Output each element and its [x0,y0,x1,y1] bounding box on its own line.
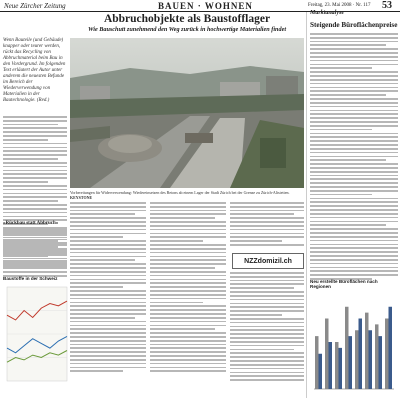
section-title: BAUEN · WOHNEN [158,1,253,11]
left-chart-svg [3,281,71,391]
right-chart-title: Neu erstellte Büroflächen nach Regionen [310,279,378,289]
article-headline: Abbruchobjekte als Baustofflager [103,13,271,25]
bar-1-1 [315,336,319,389]
middle-column-3-text-bottom [230,272,304,381]
subtitle-rueckbau: «Rückbau statt Abbruch» [3,221,59,226]
newspaper-masthead: Neue Zürcher Zeitung [4,2,66,10]
middle-column-3-text-top [230,202,304,246]
sidebar-kicker: Marktanalyse [310,10,345,16]
bar-1-7 [375,324,379,389]
sidebar-text [310,33,398,280]
bar-2-5 [359,319,363,390]
middle-column-1-text [70,202,146,372]
issue-date: Freitag, 23. Mai 2008 · Nr. 117 [308,3,371,8]
photo-credit: KEYSTONE [70,195,93,200]
nzz-domizil-logo[interactable]: NZZdomizil.ch [232,253,304,269]
left-chart [3,276,71,396]
article-intro: Wenn Bauteile (und Gebäude) knapper oder teurer werden, rückt das Recycling von Abbruchmaterial beim Bau in den Vordergrund. Im folgenden Text erläutert der Autor unter anderem die neuesten Befunde im Bereich der Wiederverwendung von Materialien in der Bautechnologie. (Red.) [3,38,66,103]
article-subheadline: Wie Bauschutt zunehmend den Weg zurück in hochwertige Materialien findet [87,26,287,33]
bar-2-6 [369,330,373,389]
bar-2-3 [339,348,343,389]
bar-1-8 [385,319,389,390]
bar-2-2 [329,342,333,389]
sidebar-divider [306,12,307,398]
bar-2-7 [379,336,383,389]
bar-1-3 [335,342,339,389]
bar-1-2 [325,319,329,390]
right-chart-svg [310,289,398,397]
bar-1-5 [355,330,359,389]
bar-1-4 [345,307,349,389]
middle-column-2-text [150,202,226,372]
left-chart-title: Baustoffe in der Schweiz [3,276,58,281]
bar-1-6 [365,313,369,389]
page-number: 53 [382,0,392,11]
left-column-text-2 [3,229,67,277]
article-photo [70,38,304,188]
photo-caption-text: Vorbereitungen für Widerverwendung: Wiedereinsetzen des Betons ab einem Lager der Stadt Zürich bei der Grenze zu Zürich-Altstetten. [70,190,290,195]
bar-2-4 [349,336,353,389]
sidebar-headline: Steigende Büroflächenpreise [310,21,398,29]
photo-caption [70,190,304,200]
bar-2-1 [319,354,323,389]
right-chart [310,279,398,397]
bar-2-8 [389,307,393,389]
